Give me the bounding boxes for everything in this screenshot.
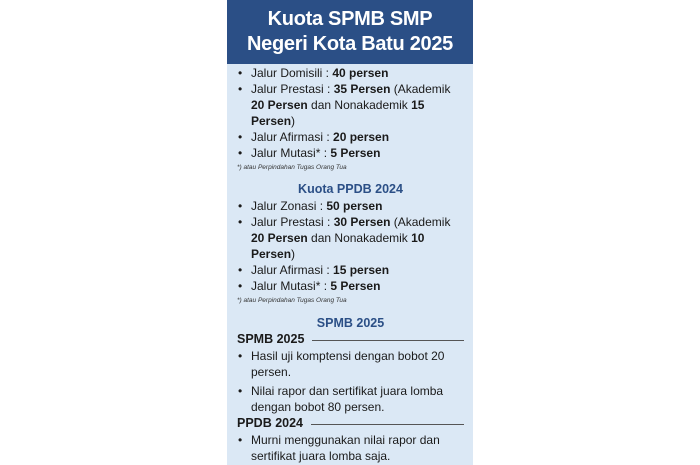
- ppdb-2024-quota-list: [237, 198, 464, 294]
- divider: [312, 340, 464, 341]
- header-title-line2: Negeri Kota Batu 2025: [247, 33, 453, 55]
- subheading-ppdb-2024: PPDB 2024: [237, 415, 464, 432]
- spmb-2025-quota-list: [237, 65, 464, 161]
- header-title-line1: Kuota SPMB SMP: [267, 8, 433, 30]
- list-item: • Jalur Mutasi* : 5 Persen: [237, 145, 464, 161]
- list-item: • Murni menggunakan nilai rapor dan sertifikat juara lomba saja.: [237, 432, 464, 464]
- subheading-spmb-2025: SPMB 2025: [237, 331, 464, 348]
- footnote: *) atau Perpindahan Tugas Orang Tua: [237, 164, 347, 171]
- card-content: [227, 64, 473, 464]
- section-title-ppdb-2024: Kuota PPDB 2024: [298, 182, 403, 196]
- list-item: • Jalur Afirmasi : 20 persen: [237, 129, 464, 145]
- list-item: • Jalur Zonasi : 50 persen: [237, 198, 464, 214]
- section-title-spmb-2025: SPMB 2025: [316, 316, 385, 330]
- card-header: [227, 0, 473, 64]
- list-item: • Jalur Prestasi : 35 Persen (Akademik 20 Persen dan Nonakademik 15 Persen): [237, 81, 464, 129]
- list-item: • Jalur Domisili : 40 persen: [237, 65, 464, 81]
- list-item: • Jalur Afirmasi : 15 persen: [237, 262, 464, 278]
- list-item: • Nilai rapor dan sertifikat juara lomba dengan bobot 80 persen.: [237, 383, 464, 415]
- list-item: • Hasil uji komptensi dengan bobot 20 persen.: [237, 348, 464, 380]
- divider: [311, 424, 464, 425]
- list-item: • Jalur Mutasi* : 5 Persen: [237, 278, 464, 294]
- list-item: • Jalur Prestasi : 30 Persen (Akademik 20 Persen dan Nonakademik 10 Persen): [237, 214, 464, 262]
- ppdb-2024-criteria-list: [237, 432, 464, 464]
- footnote: *) atau Perpindahan Tugas Orang Tua: [237, 297, 347, 304]
- spmb-2025-criteria-list: [237, 348, 464, 415]
- info-card: [227, 0, 473, 465]
